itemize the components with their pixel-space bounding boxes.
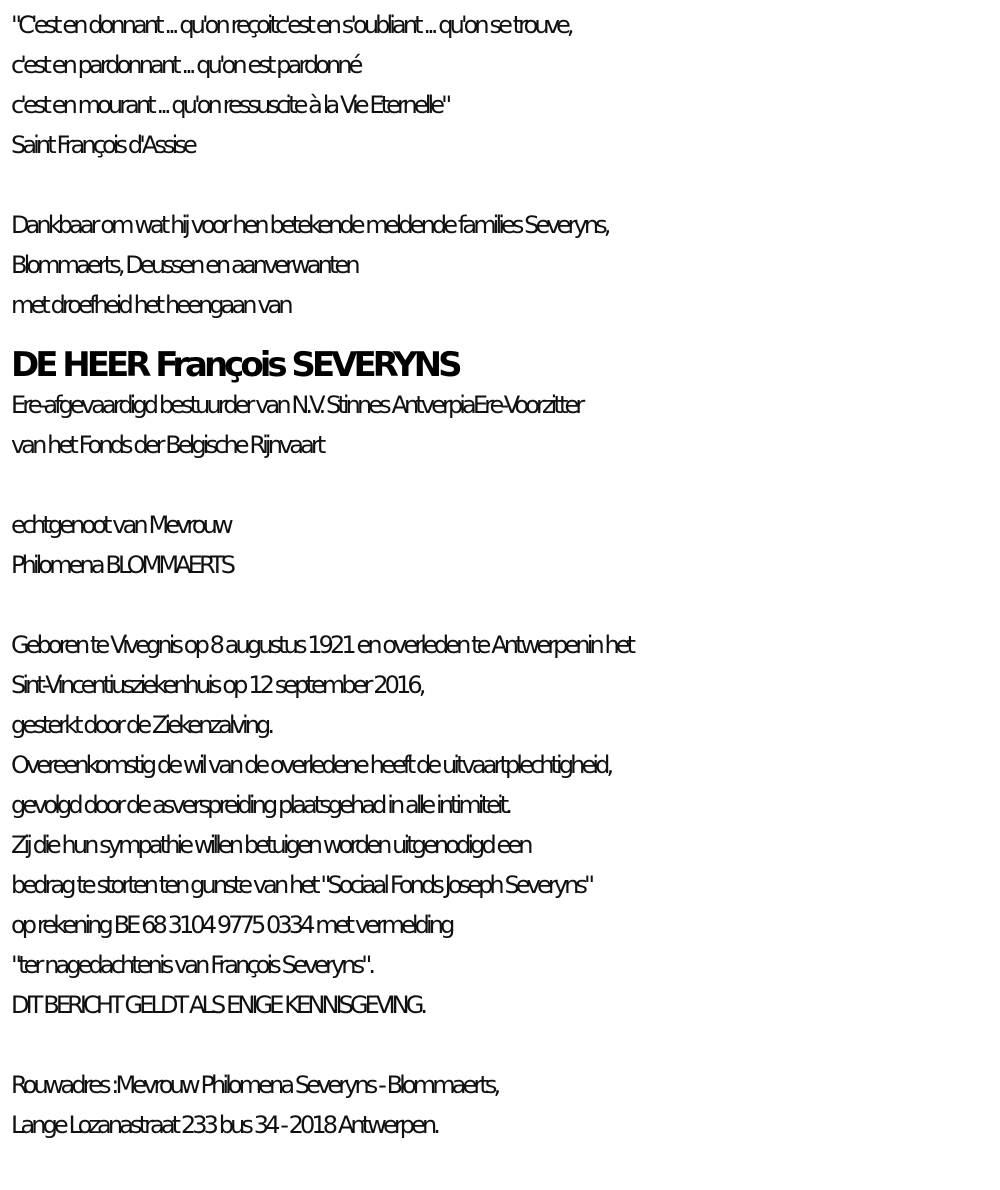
- details-line: Overeenkomstig de wil van de overledene heeft de uitvaartplechtigheid,: [11, 751, 611, 779]
- title-line: Ere-afgevaardigd bestuurder van N.V. Stinnes AntverpiaEre-Voorzitter: [11, 391, 582, 419]
- address-line: Lange Lozanastraat 233 bus 34 - 2018 Antwerpen.: [11, 1111, 438, 1139]
- quote-section: [11, 5, 996, 165]
- details-line: gevolgd door de asverspreiding plaatsgehad in alle intimiteit.: [11, 791, 509, 819]
- deceased-titles: [11, 385, 996, 465]
- address-line: Rouwadres :Mevrouw Philomena Severyns - Blommaerts,: [11, 1071, 498, 1099]
- title-line: van het Fonds der Belgische Rijnvaart: [11, 431, 323, 459]
- spouse-name: Philomena BLOMMAERTS: [11, 551, 233, 579]
- details-section: [11, 625, 996, 1025]
- intro-section: [11, 205, 996, 325]
- details-line: "ter nagedachtenis van François Severyns".: [11, 951, 373, 979]
- details-line: Geboren te Vivegnis op 8 augustus 1921 en overleden te Antwerpenin het: [11, 631, 633, 659]
- intro-line: Blommaerts, Deussen en aanverwanten: [11, 251, 357, 279]
- intro-line: Dankbaar om wat hij voor hen betekende meldende families Severyns,: [11, 211, 608, 239]
- quote-line: c'est en mourant ... qu'on ressuscite à la Vie Eternelle": [11, 91, 449, 119]
- details-line: Zij die hun sympathie willen betuigen worden uitgenodigd een: [11, 831, 530, 859]
- deceased-name: DE HEER François SEVERYNS: [11, 345, 459, 385]
- notice-statement: DIT BERICHT GELDT ALS ENIGE KENNISGEVING.: [11, 991, 425, 1019]
- spouse-line: echtgenoot van Mevrouw: [11, 511, 230, 539]
- obituary-notice: [11, 5, 996, 1145]
- details-line: bedrag te storten ten gunste van het "Sociaal Fonds Joseph Severyns": [11, 871, 592, 899]
- intro-line: met droefheid het heengaan van: [11, 291, 290, 319]
- details-line: gesterkt door de Ziekenzalving.: [11, 711, 272, 739]
- details-line: Sint-Vincentiusziekenhuis op 12 september 2016,: [11, 671, 423, 699]
- spacer: [11, 585, 996, 625]
- quote-author: Saint François d'Assise: [11, 131, 194, 159]
- details-line: op rekening BE 68 3104 9775 0334 met vermelding: [11, 911, 452, 939]
- spacer: [11, 465, 996, 505]
- quote-line: c'est en pardonnant ... qu'on est pardonné: [11, 51, 360, 79]
- spacer: [11, 165, 996, 205]
- quote-line: "C'est en donnant ... qu'on reçoitc'est en s'oubliant ... qu'on se trouve,: [11, 11, 571, 39]
- spouse-section: [11, 505, 996, 585]
- address-section: [11, 1065, 996, 1145]
- spacer: [11, 1025, 996, 1065]
